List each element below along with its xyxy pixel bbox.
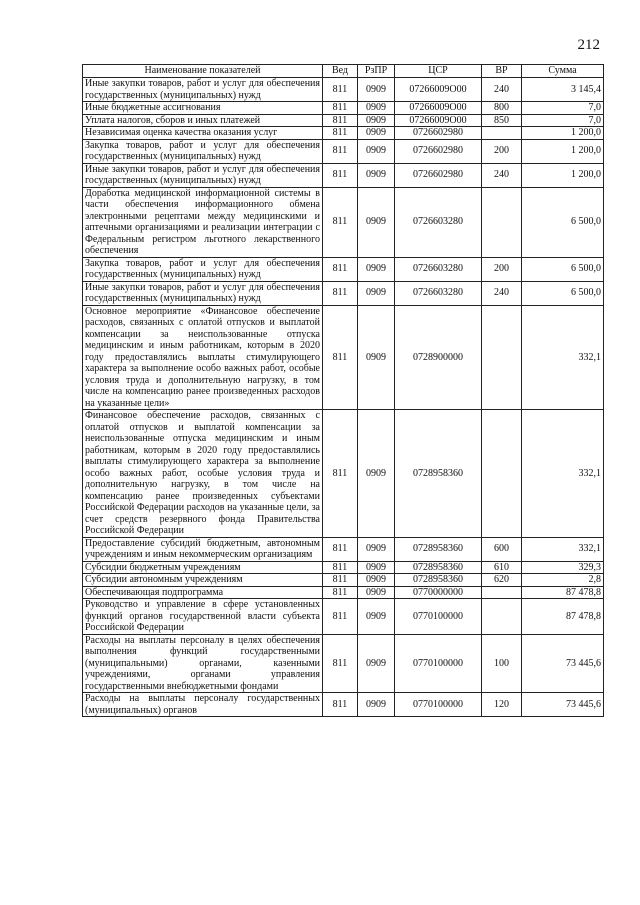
header-csr: ЦСР bbox=[395, 65, 482, 78]
cell-name: Иные бюджетные ассигнования bbox=[83, 102, 323, 115]
cell-sum: 7,0 bbox=[522, 102, 604, 115]
table-header-row bbox=[83, 65, 604, 78]
cell-vr: 200 bbox=[482, 139, 522, 163]
cell-csr: 0728958360 bbox=[395, 561, 482, 574]
table-row bbox=[83, 634, 604, 693]
cell-sum: 1 200,0 bbox=[522, 163, 604, 187]
table-row bbox=[83, 537, 604, 561]
cell-vr: 200 bbox=[482, 257, 522, 281]
cell-ved: 811 bbox=[323, 561, 358, 574]
cell-sum: 2,8 bbox=[522, 574, 604, 587]
table-row bbox=[83, 305, 604, 410]
cell-ved: 811 bbox=[323, 187, 358, 257]
cell-rzpr: 0909 bbox=[358, 78, 395, 102]
cell-sum: 6 500,0 bbox=[522, 187, 604, 257]
cell-vr: 850 bbox=[482, 114, 522, 127]
table-row bbox=[83, 281, 604, 305]
budget-table bbox=[82, 64, 604, 717]
cell-vr: 240 bbox=[482, 78, 522, 102]
cell-ved: 811 bbox=[323, 634, 358, 693]
cell-csr: 0726603280 bbox=[395, 281, 482, 305]
cell-ved: 811 bbox=[323, 127, 358, 140]
cell-ved: 811 bbox=[323, 599, 358, 635]
table-row bbox=[83, 139, 604, 163]
cell-name: Иные закупки товаров, работ и услуг для обеспечения государственных (муниципальных) нужд bbox=[83, 78, 323, 102]
table-row bbox=[83, 102, 604, 115]
cell-rzpr: 0909 bbox=[358, 634, 395, 693]
cell-rzpr: 0909 bbox=[358, 599, 395, 635]
table-row bbox=[83, 187, 604, 257]
cell-csr: 0726602980 bbox=[395, 139, 482, 163]
cell-ved: 811 bbox=[323, 574, 358, 587]
cell-name: Уплата налогов, сборов и иных платежей bbox=[83, 114, 323, 127]
cell-vr: 800 bbox=[482, 102, 522, 115]
table-row bbox=[83, 163, 604, 187]
cell-vr: 240 bbox=[482, 163, 522, 187]
cell-sum: 332,1 bbox=[522, 537, 604, 561]
table-row bbox=[83, 257, 604, 281]
cell-name: Закупка товаров, работ и услуг для обеспечения государственных (муниципальных) нужд bbox=[83, 139, 323, 163]
cell-name: Финансовое обеспечение расходов, связанных с оплатой отпусков и выплатой компенсации за неиспользованные отпуска медицинским и иным работникам, которым в 2020 году предоставлялись выплаты стимулирующего характера за выполнение особо важных работ, особые условия труда и дополнительную нагрузку, в том числе на компенсацию ранее произведенных субъектами Российской Федерации расходов на указанные цели, за счет средств резервного фонда Правительства Российской Федерации bbox=[83, 410, 323, 538]
cell-ved: 811 bbox=[323, 537, 358, 561]
cell-vr bbox=[482, 599, 522, 635]
cell-sum: 1 200,0 bbox=[522, 139, 604, 163]
cell-vr: 610 bbox=[482, 561, 522, 574]
cell-rzpr: 0909 bbox=[358, 281, 395, 305]
cell-rzpr: 0909 bbox=[358, 693, 395, 717]
cell-rzpr: 0909 bbox=[358, 410, 395, 538]
cell-sum: 332,1 bbox=[522, 410, 604, 538]
cell-csr: 0770000000 bbox=[395, 586, 482, 599]
cell-rzpr: 0909 bbox=[358, 561, 395, 574]
cell-name: Расходы на выплаты персоналу государственных (муниципальных) органов bbox=[83, 693, 323, 717]
table-row bbox=[83, 574, 604, 587]
cell-csr: 0728958360 bbox=[395, 410, 482, 538]
cell-ved: 811 bbox=[323, 410, 358, 538]
cell-csr: 0726603280 bbox=[395, 257, 482, 281]
cell-name: Закупка товаров, работ и услуг для обеспечения государственных (муниципальных) нужд bbox=[83, 257, 323, 281]
cell-rzpr: 0909 bbox=[358, 163, 395, 187]
cell-ved: 811 bbox=[323, 78, 358, 102]
cell-vr: 620 bbox=[482, 574, 522, 587]
cell-name: Субсидии бюджетным учреждениям bbox=[83, 561, 323, 574]
cell-vr bbox=[482, 305, 522, 410]
cell-rzpr: 0909 bbox=[358, 305, 395, 410]
cell-ved: 811 bbox=[323, 281, 358, 305]
cell-csr: 07266009О00 bbox=[395, 102, 482, 115]
cell-name: Иные закупки товаров, работ и услуг для обеспечения государственных (муниципальных) нужд bbox=[83, 163, 323, 187]
cell-vr: 600 bbox=[482, 537, 522, 561]
cell-csr: 0728958360 bbox=[395, 574, 482, 587]
cell-sum: 73 445,6 bbox=[522, 634, 604, 693]
cell-name: Основное мероприятие «Финансовое обеспечение расходов, связанных с оплатой отпусков и выплатой компенсации за неиспользованные отпуска медицинским и иным работникам, которым в 2020 году предоставлялись выплаты стимулирующего характера за выполнение особо важных работ, особые условия труда и дополнительную нагрузку, в том числе на компенсацию ранее произведенных расходов на указанные цели» bbox=[83, 305, 323, 410]
cell-rzpr: 0909 bbox=[358, 257, 395, 281]
table-row bbox=[83, 78, 604, 102]
cell-vr: 120 bbox=[482, 693, 522, 717]
header-ved: Вед bbox=[323, 65, 358, 78]
cell-sum: 7,0 bbox=[522, 114, 604, 127]
cell-csr: 0728900000 bbox=[395, 305, 482, 410]
cell-ved: 811 bbox=[323, 163, 358, 187]
table-row bbox=[83, 561, 604, 574]
header-vr: ВР bbox=[482, 65, 522, 78]
header-name: Наименование показателей bbox=[83, 65, 323, 78]
cell-rzpr: 0909 bbox=[358, 139, 395, 163]
cell-vr bbox=[482, 187, 522, 257]
cell-rzpr: 0909 bbox=[358, 127, 395, 140]
cell-name: Предоставление субсидий бюджетным, автономным учреждениям и иным некоммерческим организациям bbox=[83, 537, 323, 561]
table-row bbox=[83, 693, 604, 717]
cell-rzpr: 0909 bbox=[358, 537, 395, 561]
cell-name: Обеспечивающая подпрограмма bbox=[83, 586, 323, 599]
cell-csr: 07266009О00 bbox=[395, 78, 482, 102]
cell-rzpr: 0909 bbox=[358, 574, 395, 587]
cell-sum: 87 478,8 bbox=[522, 599, 604, 635]
cell-ved: 811 bbox=[323, 586, 358, 599]
cell-csr: 0726602980 bbox=[395, 163, 482, 187]
cell-csr: 0770100000 bbox=[395, 634, 482, 693]
cell-vr bbox=[482, 127, 522, 140]
cell-sum: 329,3 bbox=[522, 561, 604, 574]
cell-vr: 240 bbox=[482, 281, 522, 305]
cell-rzpr: 0909 bbox=[358, 102, 395, 115]
cell-ved: 811 bbox=[323, 139, 358, 163]
cell-csr: 0726602980 bbox=[395, 127, 482, 140]
cell-csr: 0728958360 bbox=[395, 537, 482, 561]
cell-rzpr: 0909 bbox=[358, 114, 395, 127]
cell-csr: 0770100000 bbox=[395, 693, 482, 717]
header-rzpr: РзПР bbox=[358, 65, 395, 78]
cell-sum: 332,1 bbox=[522, 305, 604, 410]
cell-sum: 3 145,4 bbox=[522, 78, 604, 102]
page-number: 212 bbox=[577, 37, 600, 53]
cell-vr bbox=[482, 586, 522, 599]
table-row bbox=[83, 410, 604, 538]
cell-ved: 811 bbox=[323, 114, 358, 127]
cell-csr: 0770100000 bbox=[395, 599, 482, 635]
cell-ved: 811 bbox=[323, 693, 358, 717]
cell-name: Независимая оценка качества оказания услуг bbox=[83, 127, 323, 140]
cell-csr: 0726603280 bbox=[395, 187, 482, 257]
cell-name: Расходы на выплаты персоналу в целях обеспечения выполнения функций государственными (муниципальными) органами, казенными учреждениями, органами управления государственными внебюджетными фондами bbox=[83, 634, 323, 693]
table-row bbox=[83, 599, 604, 635]
table-row bbox=[83, 586, 604, 599]
cell-sum: 87 478,8 bbox=[522, 586, 604, 599]
header-sum: Сумма bbox=[522, 65, 604, 78]
cell-rzpr: 0909 bbox=[358, 187, 395, 257]
cell-name: Доработка медицинской информационной системы в части обеспечения информационного обмена электронными рецептами между медицинскими и аптечными организациями и реализации интеграции с Федеральным регистром льготного лекарственного обеспечения bbox=[83, 187, 323, 257]
cell-vr: 100 bbox=[482, 634, 522, 693]
cell-vr bbox=[482, 410, 522, 538]
cell-name: Иные закупки товаров, работ и услуг для обеспечения государственных (муниципальных) нужд bbox=[83, 281, 323, 305]
table-row bbox=[83, 127, 604, 140]
cell-ved: 811 bbox=[323, 257, 358, 281]
cell-sum: 6 500,0 bbox=[522, 257, 604, 281]
cell-ved: 811 bbox=[323, 102, 358, 115]
cell-sum: 73 445,6 bbox=[522, 693, 604, 717]
cell-name: Субсидии автономным учреждениям bbox=[83, 574, 323, 587]
cell-csr: 07266009О00 bbox=[395, 114, 482, 127]
table-row bbox=[83, 114, 604, 127]
cell-ved: 811 bbox=[323, 305, 358, 410]
cell-sum: 6 500,0 bbox=[522, 281, 604, 305]
cell-sum: 1 200,0 bbox=[522, 127, 604, 140]
cell-rzpr: 0909 bbox=[358, 586, 395, 599]
cell-name: Руководство и управление в сфере установленных функций органов государственной власти субъекта Российской Федерации bbox=[83, 599, 323, 635]
